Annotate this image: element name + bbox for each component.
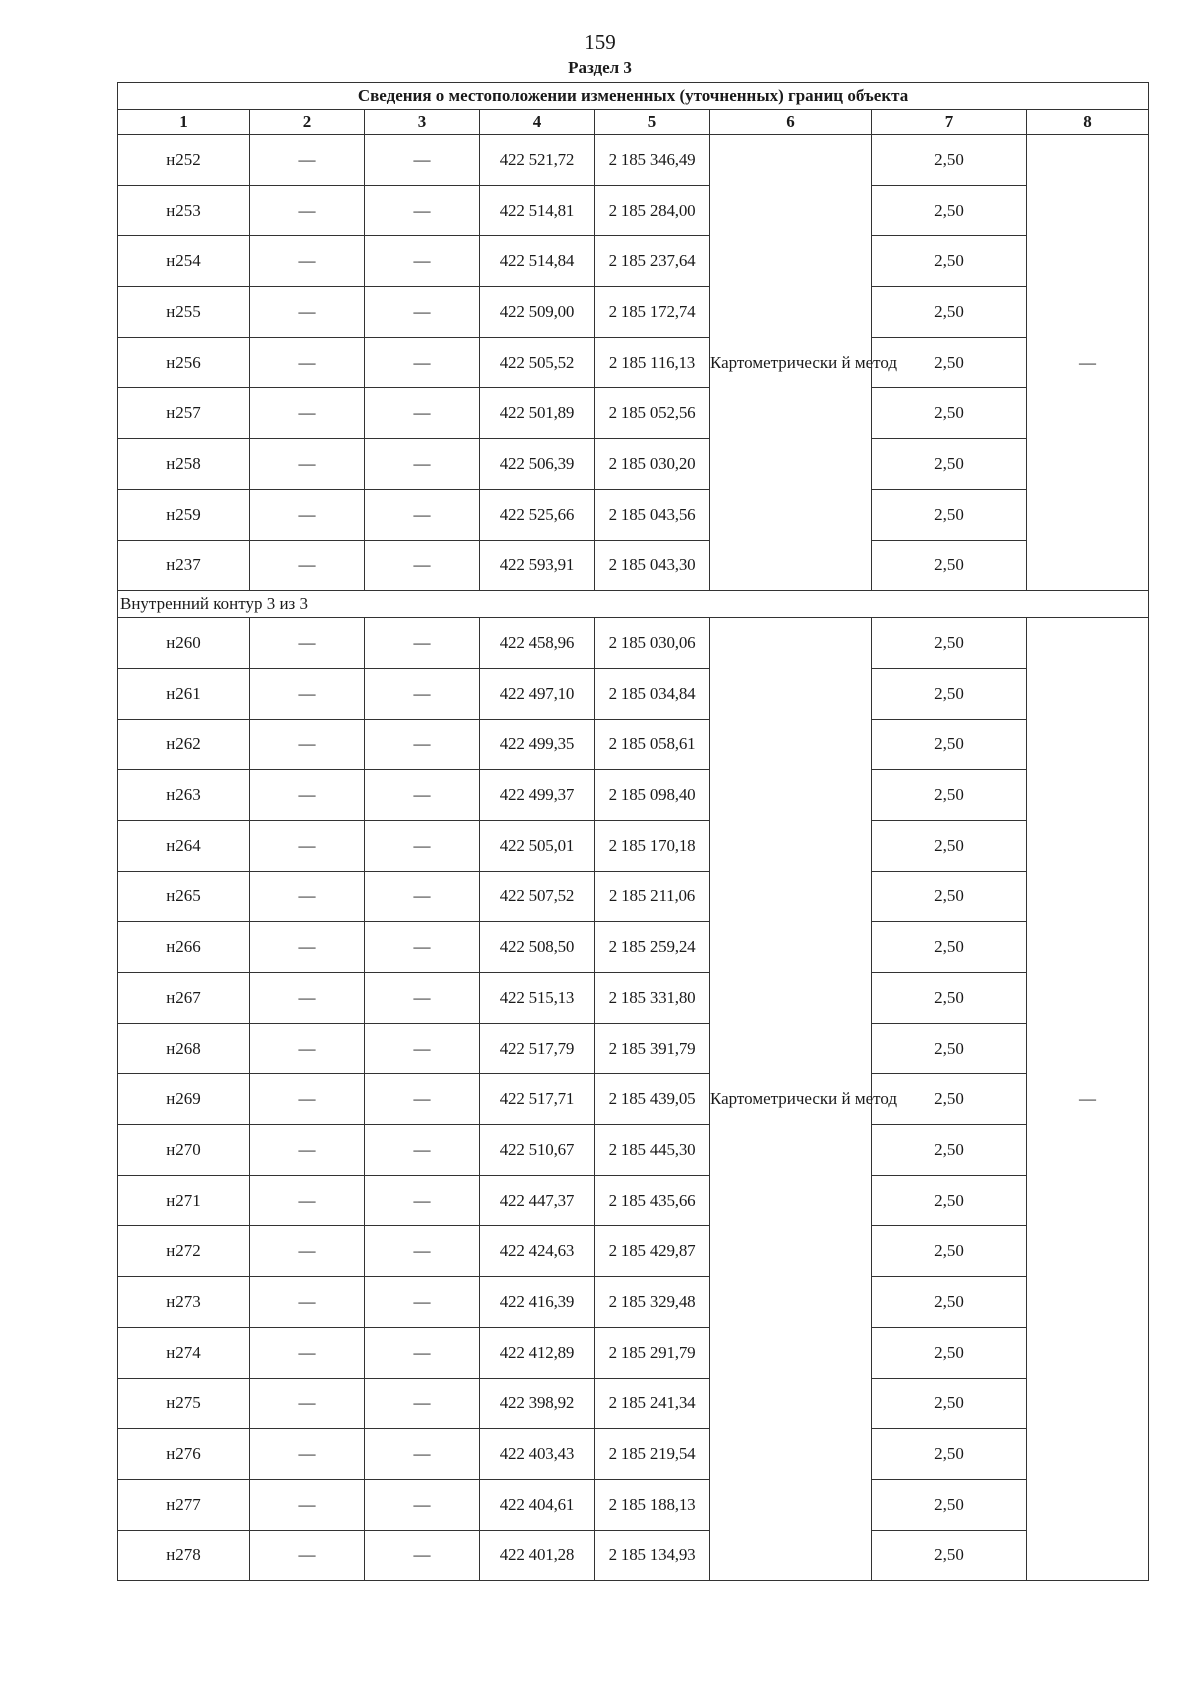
y-coordinate-cell: 2 185 030,06	[595, 618, 710, 669]
table-row	[118, 1277, 1149, 1328]
table-row	[118, 287, 1149, 338]
point-name-cell: н278	[118, 1530, 250, 1581]
table-row	[118, 1175, 1149, 1226]
col2-cell: —	[250, 1479, 365, 1530]
column-number-5: 5	[595, 110, 710, 135]
col3-cell: —	[365, 719, 480, 770]
point-name-cell: н237	[118, 540, 250, 591]
col2-cell: —	[250, 1175, 365, 1226]
accuracy-cell: 2,50	[872, 719, 1027, 770]
column-number-1: 1	[118, 110, 250, 135]
table-title: Сведения о местоположении измененных (уточненных) границ объекта	[118, 83, 1149, 110]
col3-cell: —	[365, 1429, 480, 1480]
accuracy-cell: 2,50	[872, 1327, 1027, 1378]
x-coordinate-cell: 422 517,71	[480, 1074, 595, 1125]
y-coordinate-cell: 2 185 284,00	[595, 185, 710, 236]
table-row	[118, 871, 1149, 922]
point-name-cell: н269	[118, 1074, 250, 1125]
col2-cell: —	[250, 1226, 365, 1277]
boundary-coordinates-table	[117, 82, 1149, 1581]
col2-cell: —	[250, 135, 365, 186]
accuracy-cell: 2,50	[872, 1479, 1027, 1530]
col2-cell: —	[250, 922, 365, 973]
col2-cell: —	[250, 871, 365, 922]
accuracy-cell: 2,50	[872, 388, 1027, 439]
x-coordinate-cell: 422 398,92	[480, 1378, 595, 1429]
accuracy-cell: 2,50	[872, 1530, 1027, 1581]
accuracy-cell: 2,50	[872, 1429, 1027, 1480]
point-name-cell: н268	[118, 1023, 250, 1074]
table-row	[118, 1530, 1149, 1581]
table-row	[118, 1378, 1149, 1429]
table-row	[118, 540, 1149, 591]
col2-cell: —	[250, 236, 365, 287]
point-name-cell: н270	[118, 1125, 250, 1176]
x-coordinate-cell: 422 508,50	[480, 922, 595, 973]
point-name-cell: н264	[118, 820, 250, 871]
method-cell: Картометрически й метод	[710, 135, 872, 591]
table-row	[118, 820, 1149, 871]
table-row	[118, 439, 1149, 490]
point-name-cell: н275	[118, 1378, 250, 1429]
y-coordinate-cell: 2 185 172,74	[595, 287, 710, 338]
table-row	[118, 1429, 1149, 1480]
column-number-4: 4	[480, 110, 595, 135]
col3-cell: —	[365, 388, 480, 439]
accuracy-cell: 2,50	[872, 618, 1027, 669]
col3-cell: —	[365, 770, 480, 821]
y-coordinate-cell: 2 185 030,20	[595, 439, 710, 490]
table-row	[118, 1023, 1149, 1074]
y-coordinate-cell: 2 185 116,13	[595, 337, 710, 388]
point-name-cell: н277	[118, 1479, 250, 1530]
y-coordinate-cell: 2 185 211,06	[595, 871, 710, 922]
point-name-cell: н257	[118, 388, 250, 439]
x-coordinate-cell: 422 412,89	[480, 1327, 595, 1378]
table-title-row	[118, 83, 1149, 110]
point-name-cell: н276	[118, 1429, 250, 1480]
col2-cell: —	[250, 1023, 365, 1074]
y-coordinate-cell: 2 185 435,66	[595, 1175, 710, 1226]
column-number-3: 3	[365, 110, 480, 135]
accuracy-cell: 2,50	[872, 439, 1027, 490]
accuracy-cell: 2,50	[872, 337, 1027, 388]
col2-cell: —	[250, 1378, 365, 1429]
y-coordinate-cell: 2 185 058,61	[595, 719, 710, 770]
col3-cell: —	[365, 973, 480, 1024]
col2-cell: —	[250, 1125, 365, 1176]
accuracy-cell: 2,50	[872, 236, 1027, 287]
x-coordinate-cell: 422 505,52	[480, 337, 595, 388]
accuracy-cell: 2,50	[872, 135, 1027, 186]
table-row	[118, 1074, 1149, 1125]
col2-cell: —	[250, 618, 365, 669]
col3-cell: —	[365, 820, 480, 871]
point-name-cell: н262	[118, 719, 250, 770]
point-name-cell: н258	[118, 439, 250, 490]
point-name-cell: н256	[118, 337, 250, 388]
x-coordinate-cell: 422 507,52	[480, 871, 595, 922]
table-row	[118, 1125, 1149, 1176]
column-number-row	[118, 110, 1149, 135]
y-coordinate-cell: 2 185 237,64	[595, 236, 710, 287]
x-coordinate-cell: 422 404,61	[480, 1479, 595, 1530]
x-coordinate-cell: 422 458,96	[480, 618, 595, 669]
x-coordinate-cell: 422 403,43	[480, 1429, 595, 1480]
x-coordinate-cell: 422 499,37	[480, 770, 595, 821]
accuracy-cell: 2,50	[872, 922, 1027, 973]
point-name-cell: н273	[118, 1277, 250, 1328]
accuracy-cell: 2,50	[872, 1277, 1027, 1328]
col2-cell: —	[250, 770, 365, 821]
contour-label-row	[118, 591, 1149, 618]
point-name-cell: н266	[118, 922, 250, 973]
x-coordinate-cell: 422 514,84	[480, 236, 595, 287]
col3-cell: —	[365, 618, 480, 669]
y-coordinate-cell: 2 185 429,87	[595, 1226, 710, 1277]
column-number-8: 8	[1027, 110, 1149, 135]
table-row	[118, 135, 1149, 186]
col8-cell: —	[1027, 135, 1149, 591]
x-coordinate-cell: 422 505,01	[480, 820, 595, 871]
col3-cell: —	[365, 1175, 480, 1226]
method-cell: Картометрически й метод	[710, 618, 872, 1581]
accuracy-cell: 2,50	[872, 287, 1027, 338]
col2-cell: —	[250, 1327, 365, 1378]
col8-cell: —	[1027, 618, 1149, 1581]
table-row	[118, 922, 1149, 973]
column-number-2: 2	[250, 110, 365, 135]
x-coordinate-cell: 422 447,37	[480, 1175, 595, 1226]
table-row	[118, 1226, 1149, 1277]
point-name-cell: н252	[118, 135, 250, 186]
point-name-cell: н259	[118, 489, 250, 540]
point-name-cell: н274	[118, 1327, 250, 1378]
y-coordinate-cell: 2 185 188,13	[595, 1479, 710, 1530]
point-name-cell: н261	[118, 668, 250, 719]
col3-cell: —	[365, 668, 480, 719]
table-row	[118, 489, 1149, 540]
table-row	[118, 337, 1149, 388]
accuracy-cell: 2,50	[872, 540, 1027, 591]
y-coordinate-cell: 2 185 134,93	[595, 1530, 710, 1581]
col2-cell: —	[250, 337, 365, 388]
table-row	[118, 719, 1149, 770]
col3-cell: —	[365, 1378, 480, 1429]
accuracy-cell: 2,50	[872, 820, 1027, 871]
col2-cell: —	[250, 540, 365, 591]
x-coordinate-cell: 422 521,72	[480, 135, 595, 186]
x-coordinate-cell: 422 501,89	[480, 388, 595, 439]
col2-cell: —	[250, 388, 365, 439]
accuracy-cell: 2,50	[872, 1378, 1027, 1429]
y-coordinate-cell: 2 185 098,40	[595, 770, 710, 821]
y-coordinate-cell: 2 185 439,05	[595, 1074, 710, 1125]
col3-cell: —	[365, 287, 480, 338]
accuracy-cell: 2,50	[872, 770, 1027, 821]
x-coordinate-cell: 422 506,39	[480, 439, 595, 490]
col3-cell: —	[365, 1226, 480, 1277]
table-row	[118, 1327, 1149, 1378]
x-coordinate-cell: 422 525,66	[480, 489, 595, 540]
y-coordinate-cell: 2 185 170,18	[595, 820, 710, 871]
point-name-cell: н255	[118, 287, 250, 338]
x-coordinate-cell: 422 510,67	[480, 1125, 595, 1176]
point-name-cell: н260	[118, 618, 250, 669]
col2-cell: —	[250, 287, 365, 338]
accuracy-cell: 2,50	[872, 1226, 1027, 1277]
col3-cell: —	[365, 1327, 480, 1378]
accuracy-cell: 2,50	[872, 1125, 1027, 1176]
column-number-6: 6	[710, 110, 872, 135]
point-name-cell: н265	[118, 871, 250, 922]
section-title: Раздел 3	[568, 58, 632, 77]
accuracy-cell: 2,50	[872, 871, 1027, 922]
col2-cell: —	[250, 1530, 365, 1581]
y-coordinate-cell: 2 185 052,56	[595, 388, 710, 439]
table-row	[118, 1479, 1149, 1530]
col2-cell: —	[250, 1277, 365, 1328]
accuracy-cell: 2,50	[872, 668, 1027, 719]
x-coordinate-cell: 422 514,81	[480, 185, 595, 236]
col2-cell: —	[250, 1429, 365, 1480]
y-coordinate-cell: 2 185 043,56	[595, 489, 710, 540]
y-coordinate-cell: 2 185 219,54	[595, 1429, 710, 1480]
col2-cell: —	[250, 973, 365, 1024]
col3-cell: —	[365, 1479, 480, 1530]
x-coordinate-cell: 422 401,28	[480, 1530, 595, 1581]
col2-cell: —	[250, 489, 365, 540]
table-row	[118, 770, 1149, 821]
contour-label: Внутренний контур 3 из 3	[118, 591, 1149, 618]
point-name-cell: н272	[118, 1226, 250, 1277]
point-name-cell: н267	[118, 973, 250, 1024]
col3-cell: —	[365, 135, 480, 186]
col3-cell: —	[365, 1125, 480, 1176]
y-coordinate-cell: 2 185 346,49	[595, 135, 710, 186]
accuracy-cell: 2,50	[872, 1175, 1027, 1226]
col3-cell: —	[365, 236, 480, 287]
col2-cell: —	[250, 719, 365, 770]
col3-cell: —	[365, 337, 480, 388]
accuracy-cell: 2,50	[872, 1023, 1027, 1074]
y-coordinate-cell: 2 185 043,30	[595, 540, 710, 591]
point-name-cell: н253	[118, 185, 250, 236]
col2-cell: —	[250, 439, 365, 490]
x-coordinate-cell: 422 517,79	[480, 1023, 595, 1074]
table-row	[118, 668, 1149, 719]
col3-cell: —	[365, 185, 480, 236]
y-coordinate-cell: 2 185 291,79	[595, 1327, 710, 1378]
x-coordinate-cell: 422 499,35	[480, 719, 595, 770]
col2-cell: —	[250, 1074, 365, 1125]
col3-cell: —	[365, 1023, 480, 1074]
col3-cell: —	[365, 1530, 480, 1581]
table-row	[118, 236, 1149, 287]
point-name-cell: н271	[118, 1175, 250, 1226]
point-name-cell: н263	[118, 770, 250, 821]
col2-cell: —	[250, 668, 365, 719]
col3-cell: —	[365, 922, 480, 973]
col3-cell: —	[365, 871, 480, 922]
x-coordinate-cell: 422 424,63	[480, 1226, 595, 1277]
y-coordinate-cell: 2 185 391,79	[595, 1023, 710, 1074]
accuracy-cell: 2,50	[872, 973, 1027, 1024]
y-coordinate-cell: 2 185 445,30	[595, 1125, 710, 1176]
col3-cell: —	[365, 439, 480, 490]
col3-cell: —	[365, 489, 480, 540]
accuracy-cell: 2,50	[872, 1074, 1027, 1125]
y-coordinate-cell: 2 185 034,84	[595, 668, 710, 719]
x-coordinate-cell: 422 497,10	[480, 668, 595, 719]
col2-cell: —	[250, 820, 365, 871]
table-row	[118, 618, 1149, 669]
page-number: 159	[584, 30, 616, 54]
accuracy-cell: 2,50	[872, 185, 1027, 236]
x-coordinate-cell: 422 593,91	[480, 540, 595, 591]
col2-cell: —	[250, 185, 365, 236]
x-coordinate-cell: 422 509,00	[480, 287, 595, 338]
point-name-cell: н254	[118, 236, 250, 287]
col3-cell: —	[365, 1074, 480, 1125]
col3-cell: —	[365, 540, 480, 591]
table-row	[118, 185, 1149, 236]
x-coordinate-cell: 422 515,13	[480, 973, 595, 1024]
table-row	[118, 388, 1149, 439]
y-coordinate-cell: 2 185 331,80	[595, 973, 710, 1024]
x-coordinate-cell: 422 416,39	[480, 1277, 595, 1328]
column-number-7: 7	[872, 110, 1027, 135]
y-coordinate-cell: 2 185 259,24	[595, 922, 710, 973]
y-coordinate-cell: 2 185 329,48	[595, 1277, 710, 1328]
col3-cell: —	[365, 1277, 480, 1328]
accuracy-cell: 2,50	[872, 489, 1027, 540]
table-row	[118, 973, 1149, 1024]
y-coordinate-cell: 2 185 241,34	[595, 1378, 710, 1429]
